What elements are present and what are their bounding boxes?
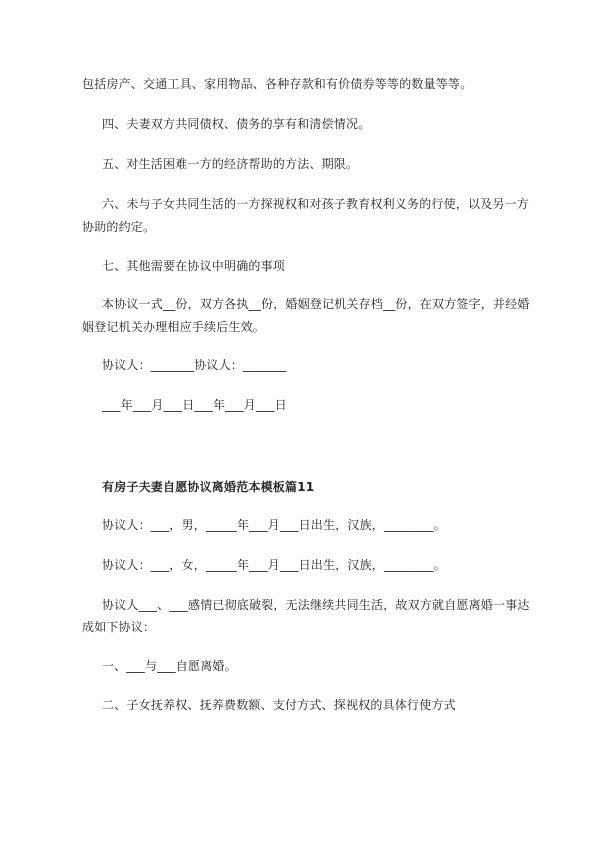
paragraph-copies-line2: 姻登记机关办理相应手续后生效。	[82, 320, 266, 334]
party-female-line: 协议人：___，女，_____年___月___日出生，汉族，________。	[102, 558, 446, 572]
signature-line: 协议人：_______协议人：_______	[102, 358, 287, 372]
date-line: ___年___月___日___年___月___日	[102, 398, 287, 412]
paragraph-property-list: 包括房产、交通工具、家用物品、各种存款和有价债券等等的数量等等。	[82, 77, 473, 91]
clause-2: 二、子女抚养权、抚养费数额、支付方式、探视权的具体行使方式	[102, 698, 456, 712]
clause-1: 一、___与___自愿离婚。	[102, 659, 237, 673]
paragraph-clause-6-line1: 六、未与子女共同生活的一方探视权和对孩子教育权利义务的行使，以及另一方	[102, 197, 530, 211]
paragraph-clause-6-line2: 协助的约定。	[82, 220, 156, 234]
paragraph-clause-5: 五、对生活困难一方的经济帮助的方法、期限。	[102, 157, 359, 171]
paragraph-copies-line1: 本协议一式__份，双方各执__份，婚姻登记机关存档__份，在双方签字，并经婚	[102, 297, 530, 311]
paragraph-clause-7: 七、其他需要在协议中明确的事项	[102, 259, 286, 273]
agreement-intro-line1: 协议人___、___感情已彻底破裂，无法继续共同生活，故双方就自愿离婚一事达	[102, 598, 530, 612]
paragraph-clause-4: 四、夫妻双方共同债权、债务的享有和清偿情况。	[102, 117, 371, 131]
party-male-line: 协议人：___，男，_____年___月___日出生，汉族，________。	[102, 518, 446, 532]
section-title: 有房子夫妻自愿协议离婚范本模板篇11	[102, 480, 315, 494]
agreement-intro-line2: 成如下协议：	[82, 620, 156, 634]
